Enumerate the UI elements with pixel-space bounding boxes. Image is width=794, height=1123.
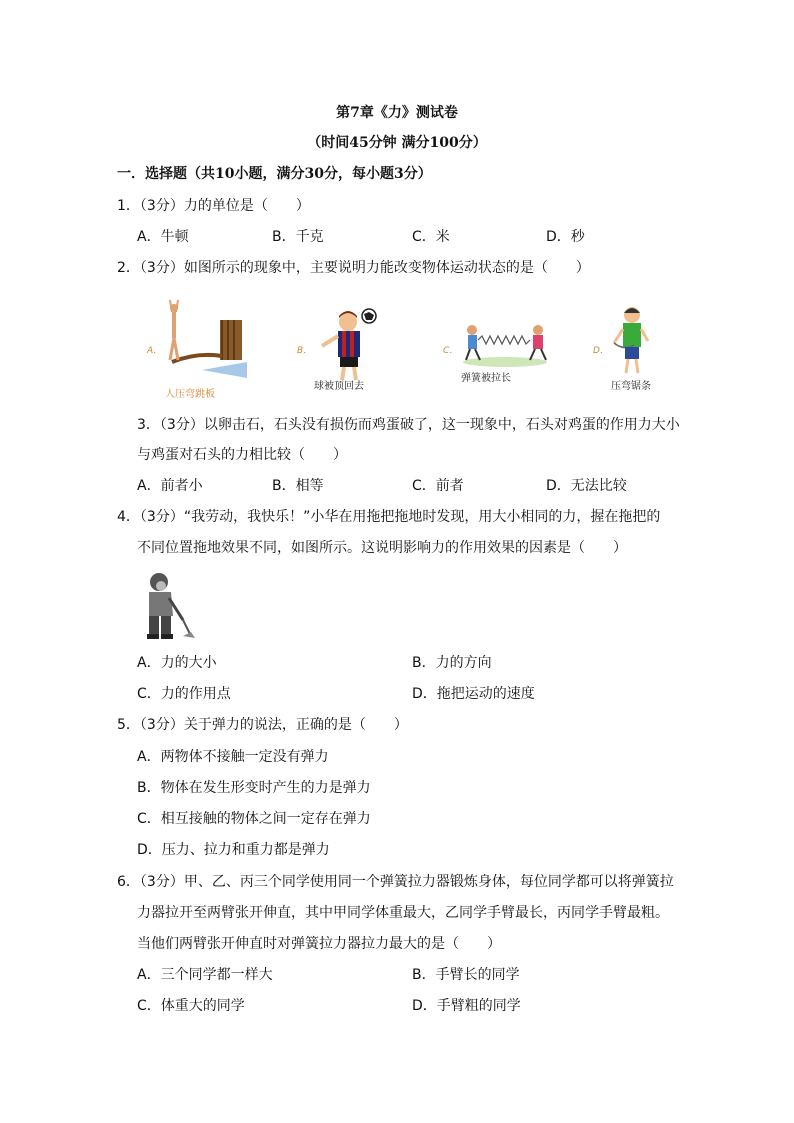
q6-option-a: A．三个同学都一样大 xyxy=(137,967,273,983)
question-5: 5．（3分）关于弹力的说法，正确的是（ ） xyxy=(117,717,408,733)
figure-d-letter: D． xyxy=(593,346,609,356)
section-heading: 一．选择题（共10小题，满分30分，每小题3分） xyxy=(117,166,432,182)
q3-option-c: C．前者 xyxy=(412,478,464,494)
q5-option-d: D．压力、拉力和重力都是弹力 xyxy=(137,842,330,858)
q4-option-c: C．力的作用点 xyxy=(137,686,231,702)
figure-mopping-person xyxy=(139,572,197,642)
question-1: 1．（3分）力的单位是（ ） xyxy=(117,198,310,214)
question-3-line2: 与鸡蛋对石头的力相比较（ ） xyxy=(137,447,347,463)
question-4-line2: 不同位置拖地效果不同，如图所示。这说明影响力的作用效果的因素是（ ） xyxy=(137,540,627,556)
figure-a-caption: 人压弯跳板 xyxy=(165,389,215,400)
q5-option-c: C．相互接触的物体之间一定存在弹力 xyxy=(137,811,371,827)
page-subtitle: （时间45分钟 满分100分） xyxy=(307,135,487,151)
q4-option-d: D．拖把运动的速度 xyxy=(412,686,535,702)
question-6-line1: 6．（3分）甲、乙、丙三个同学使用同一个弹簧拉力器锻炼身体，每位同学都可以将弹簧拉 xyxy=(117,874,674,890)
figure-c-letter: C． xyxy=(443,346,459,356)
figure-d-bending-saw xyxy=(608,305,654,375)
q1-option-d: D．秒 xyxy=(546,229,585,245)
question-6-line3: 当他们两臂张开伸直时对弹簧拉力器拉力最大的是（ ） xyxy=(137,936,501,952)
q1-option-c: C．米 xyxy=(412,229,450,245)
q4-option-a: A．力的大小 xyxy=(137,655,217,671)
figure-b-heading-ball xyxy=(312,306,382,381)
figure-c-spring-pulled xyxy=(462,318,548,368)
figure-b-caption: 球被顶回去 xyxy=(314,381,364,392)
figure-d-caption: 压弯锯条 xyxy=(611,381,651,392)
q3-option-d: D．无法比较 xyxy=(546,478,627,494)
question-2: 2．（3分）如图所示的现象中，主要说明力能改变物体运动状态的是（ ） xyxy=(117,260,590,276)
question-6-line2: 力器拉开至两臂张开伸直，其中甲同学体重最大，乙同学手臂最长，丙同学手臂最粗。 xyxy=(137,905,669,921)
q5-option-b: B．物体在发生形变时产生的力是弹力 xyxy=(137,780,371,796)
figure-a-letter: A． xyxy=(147,346,163,356)
page-title: 第7章《力》测试卷 xyxy=(336,105,458,121)
q6-option-c: C．体重大的同学 xyxy=(137,998,245,1014)
q3-option-b: B．相等 xyxy=(272,478,324,494)
figure-c-caption: 弹簧被拉长 xyxy=(461,373,511,384)
q3-option-a: A．前者小 xyxy=(137,478,203,494)
figure-b-letter: B． xyxy=(297,346,313,356)
q1-option-a: A．牛顿 xyxy=(137,229,189,245)
question-4-line1: 4．（3分）“我劳动，我快乐！”小华在用拖把拖地时发现，用大小相同的力，握在拖把的 xyxy=(117,509,661,525)
q6-option-b: B．手臂长的同学 xyxy=(412,967,520,983)
q6-option-d: D．手臂粗的同学 xyxy=(412,998,521,1014)
q1-option-b: B．千克 xyxy=(272,229,324,245)
q4-option-b: B．力的方向 xyxy=(412,655,492,671)
question-3-line1: 3．（3分）以卵击石，石头没有损伤而鸡蛋破了，这一现象中，石头对鸡蛋的作用力大小 xyxy=(137,417,680,433)
q5-option-a: A．两物体不接触一定没有弹力 xyxy=(137,749,329,765)
